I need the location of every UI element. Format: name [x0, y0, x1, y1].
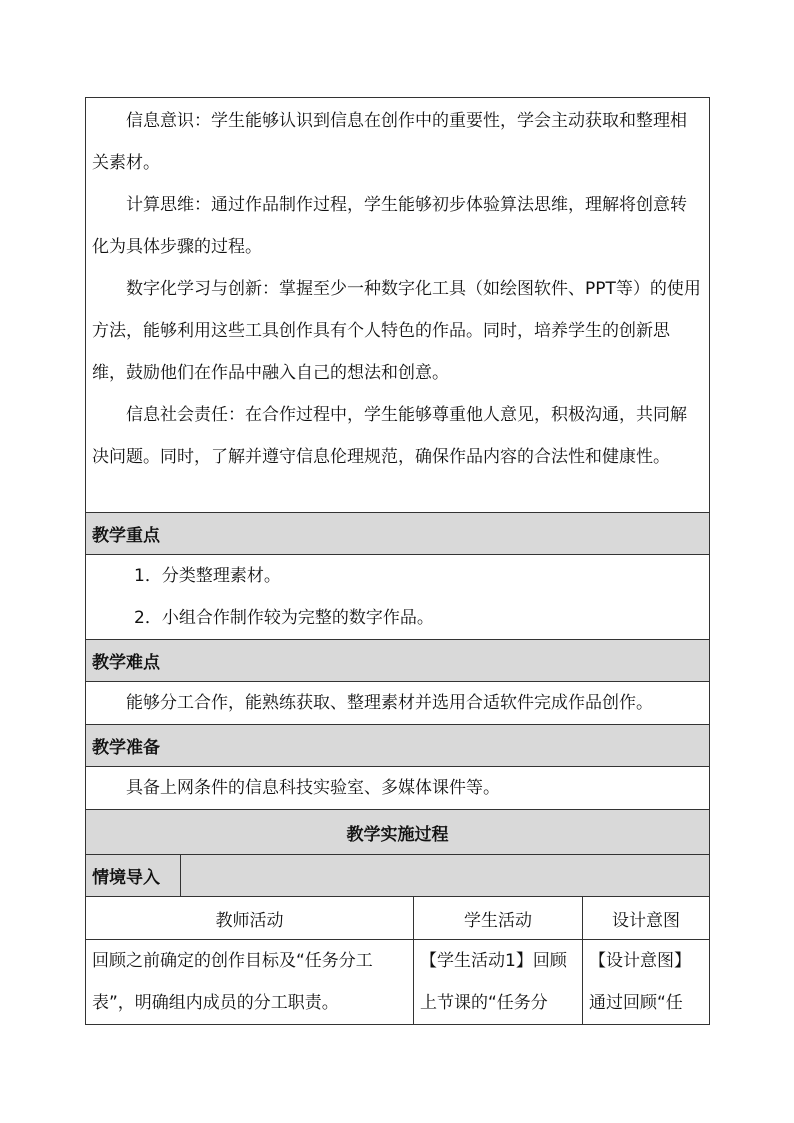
- design-intent-text: 【设计意图】通过回顾“任: [589, 951, 691, 1013]
- preparation-text: 具备上网条件的信息科技实验室、多媒体课件等。: [126, 778, 500, 798]
- column-student-activity: 学生活动: [414, 897, 583, 940]
- teacher-activity-text: 回顾之前确定的创作目标及“任务分工表”，明确组内成员的分工职责。: [92, 951, 373, 1013]
- difficulties-row: [86, 682, 710, 725]
- key-point-item: 2．小组合作制作较为完整的数字作品。: [134, 608, 434, 628]
- column-header-row: [86, 897, 710, 940]
- teacher-activity-cell: [86, 940, 414, 1025]
- key-points-header-row: [86, 513, 710, 555]
- objectives-row: [86, 98, 710, 513]
- design-intent-cell: [583, 940, 710, 1025]
- preparation-row: [86, 767, 710, 810]
- objective-computational-thinking: 计算思维：通过作品制作过程，学生能够初步体验算法思维，理解将创意转化为具体步骤的过程。: [92, 195, 687, 257]
- key-point-item: 1．分类整理素材。: [134, 566, 281, 586]
- difficulties-header-row: [86, 640, 710, 682]
- activity-row: [86, 940, 710, 1025]
- key-points-title: 教学重点: [86, 513, 710, 555]
- difficulties-text: 能够分工合作，能熟练获取、整理素材并选用合适软件完成作品创作。: [126, 693, 653, 713]
- student-activity-cell: [414, 940, 583, 1025]
- objective-info-awareness: 信息意识：学生能够认识到信息在创作中的重要性，学会主动获取和整理相关素材。: [92, 111, 687, 173]
- key-points-row: [86, 555, 710, 640]
- student-activity-text: 【学生活动1】回顾上节课的“任务分: [420, 951, 567, 1013]
- objectives-cell: [86, 98, 710, 513]
- key-points-cell: [86, 555, 710, 640]
- stage-row: [86, 855, 710, 897]
- preparation-cell: [86, 767, 710, 810]
- process-header-row: [86, 810, 710, 855]
- preparation-header-row: [86, 725, 710, 767]
- objective-social-responsibility: 信息社会责任：在合作过程中，学生能够尊重他人意见，积极沟通，共同解决问题。同时，了解并遵守信息伦理规范，确保作品内容的合法性和健康性。: [92, 405, 687, 467]
- difficulties-cell: [86, 682, 710, 725]
- lesson-plan-table: [85, 97, 710, 1025]
- process-title: 教学实施过程: [86, 810, 710, 855]
- stage-label: 情境导入: [86, 855, 181, 897]
- stage-value: [181, 855, 710, 897]
- difficulties-title: 教学难点: [86, 640, 710, 682]
- column-teacher-activity: 教师活动: [86, 897, 414, 940]
- column-design-intent: 设计意图: [583, 897, 710, 940]
- objective-digital-learning: 数字化学习与创新：掌握至少一种数字化工具（如绘图软件、PPT等）的使用方法，能够利用这些工具创作具有个人特色的作品。同时，培养学生的创新思维，鼓励他们在作品中融入自己的想法和创意。: [92, 279, 701, 383]
- preparation-title: 教学准备: [86, 725, 710, 767]
